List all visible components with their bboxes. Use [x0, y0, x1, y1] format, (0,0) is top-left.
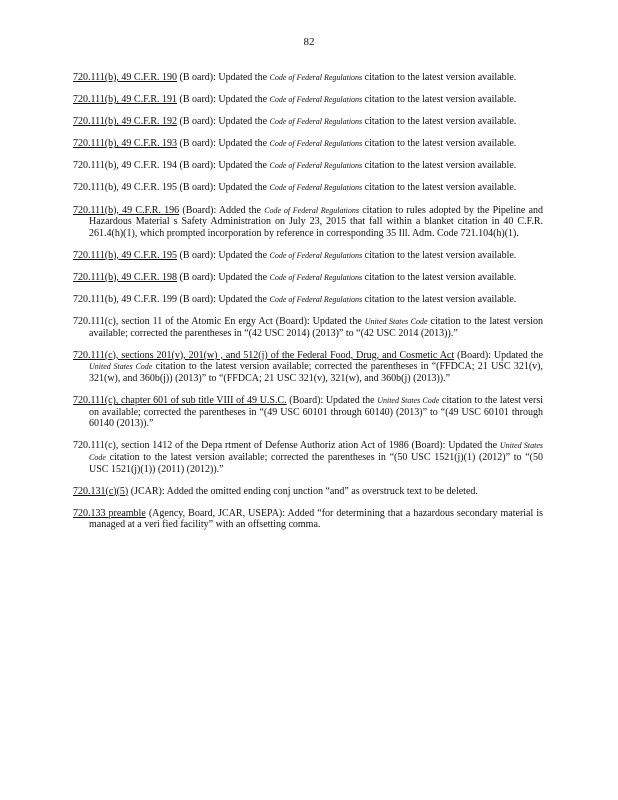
- amendment-entry: [73, 508, 543, 531]
- entry-text: citation to the latest version available.: [362, 294, 517, 306]
- section-citation: 720.111(b), 49 C.F.R. 190: [73, 72, 178, 83]
- entry-text: citation to the latest version available.: [362, 116, 517, 128]
- entry-text: 720.111(b), 49 C.F.R. 199 (B oard): Updated the: [73, 294, 270, 306]
- section-citation: 720.111(b), 49 C.F.R. 196: [73, 204, 180, 216]
- publication-title: Code of Federal Regulations: [269, 295, 363, 305]
- section-citation: 720.111(c), chapter 601 of sub title VIII of 49 U.S.C.: [73, 395, 287, 407]
- amendment-entry: [73, 182, 543, 194]
- entry-text: citation to the latest versi on available; corrected the parentheses in “(49 USC 60101 through 60140) (2013)” to “(49 USC 60101 through 60140 (2013)).”: [89, 395, 544, 430]
- publication-title: United States Code: [377, 396, 440, 406]
- publication-title: Code of Federal Regulations: [269, 139, 363, 149]
- entry-text: (JCAR): Added the omitted ending conj unction “and” as overstruck text to be deleted.: [128, 485, 478, 497]
- entry-text: (B oard): Updated the: [177, 271, 270, 283]
- section-citation: 720.111(b), 49 C.F.R. 193: [73, 138, 178, 150]
- entry-text: (B oard): Updated the: [177, 116, 270, 128]
- publication-title: Code of Federal Regulations: [269, 183, 363, 193]
- amendment-entry: [73, 250, 543, 262]
- publication-title: Code of Federal Regulations: [269, 250, 363, 260]
- entry-text: (B oard): Updated the: [177, 94, 270, 106]
- entry-text: citation to the latest version available.: [362, 94, 517, 106]
- amendment-entry: [73, 94, 543, 106]
- entry-text: (B oard): Updated the: [177, 72, 270, 83]
- amendment-entry: [73, 272, 543, 284]
- section-citation: 720.111(b), 49 C.F.R. 191: [73, 94, 178, 106]
- entry-text: citation to the latest version available.: [362, 72, 517, 83]
- entry-text: (Board): Updated the: [286, 395, 378, 407]
- entry-text: citation to the latest version available.: [362, 249, 517, 261]
- amendment-entry: [73, 486, 543, 498]
- page-number: 82: [303, 36, 315, 48]
- publication-title: Code of Federal Regulations: [269, 117, 363, 127]
- entry-text: (B oard): Updated the: [177, 138, 270, 150]
- amendment-entry: [73, 316, 543, 339]
- entry-text: 720.111(c), section 1412 of the Depa rtment of Defense Authoriz ation Act of 1986 (Board): Updated the: [73, 440, 500, 452]
- entry-text: (Board): Updated the: [454, 349, 543, 361]
- entry-text: citation to the latest version available.: [362, 182, 517, 194]
- publication-title: United States Code: [89, 362, 153, 372]
- entry-text: 720.111(b), 49 C.F.R. 195 (B oard): Updated the: [73, 182, 270, 194]
- publication-title: Code of Federal Regulations: [264, 205, 360, 215]
- section-citation: 720.131(c)(5): [73, 485, 129, 497]
- amendment-entry: [73, 205, 543, 240]
- entry-text: citation to the latest version available.: [362, 271, 517, 283]
- amendment-entry: [73, 294, 543, 306]
- entry-text: 720.111(b), 49 C.F.R. 194 (B oard): Updated the: [73, 160, 270, 172]
- entry-text: (Agency, Board, JCAR, USEPA): Added “for determining that a hazardous secondary material is managed at a veri fied facility” with an offsetting comma.: [89, 507, 544, 531]
- entry-text: citation to the latest version available; corrected the parentheses in “(FFDCA; 21 USC 321(v), 321(w), and 360b(j)) (2013)” to “(FFDCA; 21 USC 321(v), 321(w), and 360b(j) (2013)).”: [89, 361, 543, 384]
- amendment-entry: [73, 116, 543, 128]
- entry-text: citation to the latest version available.: [362, 160, 517, 172]
- section-citation: 720.111(b), 49 C.F.R. 198: [73, 271, 178, 283]
- entry-text: citation to the latest version available.: [362, 138, 517, 150]
- amendment-entry: [73, 350, 543, 385]
- amendment-entry: [73, 72, 543, 84]
- entry-text: citation to the latest version available; corrected the parentheses in “(42 USC 2014) (2013)” to “(42 USC 2014 (2013)).”: [89, 316, 543, 339]
- entry-text: citation to the latest version available; corrected the parentheses in “(50 USC 1521(j)(1) (2012)” to “(50 USC 1521(j)(1)) (2011) (2012)).”: [89, 451, 543, 475]
- entry-text: citation to rules adopted by the Pipeline and Hazardous Material s Safety Administration on July 23, 2015 that fall within a blanket citation in 40 C.F.R. 261.4(h)(1), which prompted incorporation by reference in corresponding 35 Ill. Adm. Code 721.104(h)(1).: [89, 204, 544, 239]
- publication-title: Code of Federal Regulations: [269, 272, 363, 282]
- entry-text: (B oard): Updated the: [177, 249, 270, 261]
- section-citation: 720.111(b), 49 C.F.R. 195: [73, 249, 178, 261]
- entry-text: (Board): Added the: [179, 204, 265, 216]
- entry-list: [73, 72, 543, 541]
- publication-title: Code of Federal Regulations: [269, 95, 363, 105]
- amendment-entry: [73, 138, 543, 150]
- section-citation: 720.111(b), 49 C.F.R. 192: [73, 116, 178, 128]
- amendment-entry: [73, 160, 543, 172]
- section-citation: 720.111(c), sections 201(v), 201(w) , and 512(j) of the Federal Food, Drug, and Cosmetic Act: [73, 349, 455, 361]
- publication-title: Code of Federal Regulations: [269, 73, 363, 82]
- publication-title: Code of Federal Regulations: [269, 161, 363, 171]
- amendment-entry: [73, 395, 543, 430]
- section-citation: 720.133 preamble: [73, 507, 146, 519]
- entry-text: 720.111(c), section 11 of the Atomic En ergy Act (Board): Updated the: [73, 316, 365, 328]
- publication-title: United States Code: [89, 441, 543, 462]
- amendment-entry: [73, 440, 543, 475]
- publication-title: United States Code: [364, 317, 428, 327]
